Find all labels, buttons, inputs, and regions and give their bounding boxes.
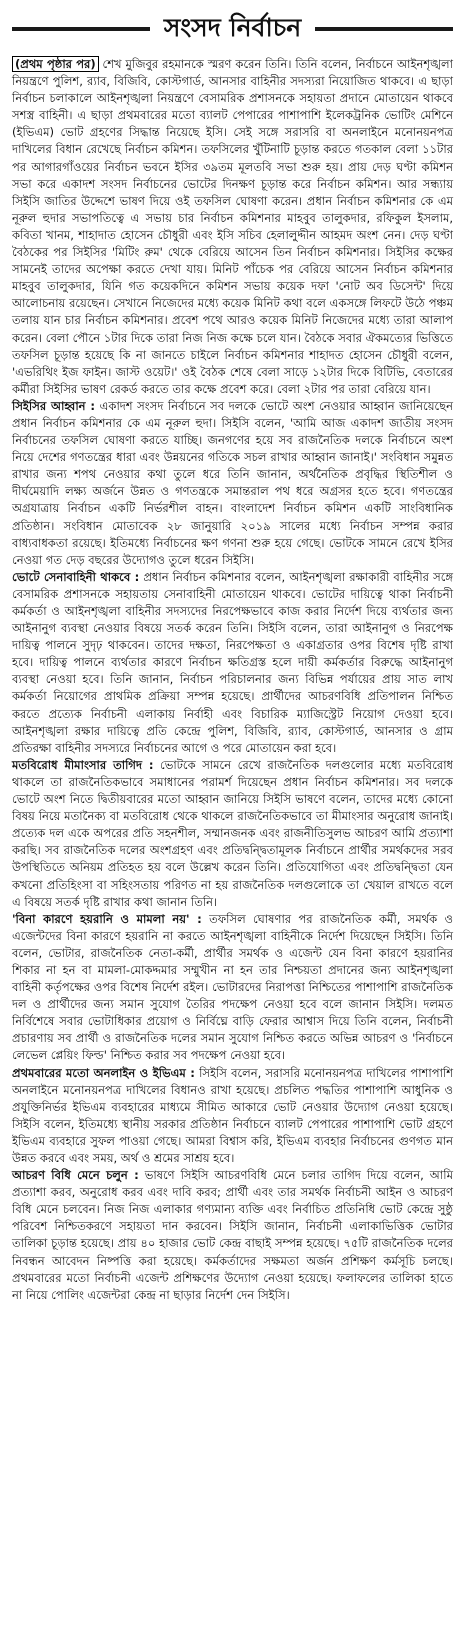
section-subhead: আচরণ বিধি মেনে চলুন : [12,1168,139,1183]
paragraph-text: শেখ মুজিবুর রহমানকে স্মরণ করেন তিনি। তিনি বলেন, নির্বাচনে আইনশৃঙ্খলা নিয়ন্ত্রণে পুলিশ, র‌্যাব, বিজিবি, কোস্টগার্ড, আনসার বাহিনীর সদস্যরা নিয়োজিত থাকবে। এ ছাড়া নির্বাচন চলাকালে আইনশৃঙ্খলা নিয়ন্ত্রণে বেসামরিক প্রশাসনকে সহায়তা প্রদানে মোতায়েন থাকবে সশস্ত্র বাহিনী। এ ছাড়া প্রথমবারের মতো ব্যালট পেপারের পাশাপাশি ইলেকট্রনিক ভোটিং মেশিনে (ইভিএম) ভোট গ্রহণের সিদ্ধান্ত নিয়েছে ইসি। সেই সঙ্গে সরাসরি বা অনলাইনে মনোনয়নপত্র দাখিলের বিধান রেখেছে নির্বাচন কমিশন। তফসিলের খুঁটিনাটি চূড়ান্ত করতে গতকাল বেলা ১১টার পর আগারগাঁওয়ের নির্বাচন ভবনে ইসির ৩৯তম মূলতবি সভা শুরু হয়। প্রায় দেড় ঘণ্টা কমিশন সভা করে একাদশ সংসদ নির্বাচনের ভোটের দিনক্ষণ চূড়ান্ত করে নির্বাচন কমিশন। আর সন্ধ্যায় সিইসি জাতির উদ্দেশে ভাষণ দিয়ে ওই তফসিল ঘোষণা করেন। প্রধান নির্বাচন কমিশনার কে এম নূরুল হুদার সভাপতিত্বে এ সভায় চার নির্বাচন কমিশনার মাহবুব তালুকদার, রফিকুল ইসলাম, কবিতা খানম, শাহাদাত হোসেন চৌধুরী এবং ইসি সচিব হেলালুদ্দীন আহমদ অংশ নেন। দেড় ঘণ্টা বৈঠকের পর সিইসির 'মিটিং রুম' থেকে বেরিয়ে আসেন তিন নির্বাচন কমিশনার। সিইসির কক্ষের সামনেই তাদের অপেক্ষা করতে দেখা যায়। মিনিট পাঁচেক পর বেরিয়ে আসেন নির্বাচন কমিশনার মাহবুব তালুকদার, যিনি গত কয়েকদিনে কমিশন সভায় কয়েক দফা 'নোট অব ডিসেন্ট' দিয়ে আলোচনায় রয়েছেন। সেখানে নিজেদের মধ্যে কয়েক মিনিট কথা বলে একসঙ্গে লিফটে উঠে পঞ্চম তলায় যান চার নির্বাচন কমিশনার। প্রবেশ পথে আরও কয়েক মিনিট নিজেদের মধ্যে তারা আলাপ করেন। বেলা পৌনে ১টার দিকে তারা নিজ নিজ কক্ষে চলে যান। বৈঠকে সবার ঐকমত্যের ভিত্তিতে তফসিল চূড়ান্ত হয়েছে কি না জানতে চাইলে নির্বাচন কমিশনার শাহাদত হোসেন চৌধুরী বলেন, 'এভরিথিং ইজ ফাইন। জাস্ট ওয়েট।' ওই বৈঠক শেষে বেলা সাড়ে ১২টার দিকে বিটিভি, বেতারের কর্মীরা সিইসির ভাষণ রেকর্ড করতে তার কক্ষে প্রবেশ করে। বেলা ২টার পর তারা বেরিয়ে যান। [12,57,454,396]
paragraph-text: সিইসি বলেন, সরাসরি মনোনয়নপত্র দাখিলের পাশাপাশি অনলাইনে মনোনয়নপত্র দাখিলের বিধানও রাখা হয়েছে। প্রচলিত পদ্ধতির পাশাপাশি আধুনিক ও প্রযুক্তিনির্ভর ইভিএম ব্যবহারের মাধ্যমে সীমিত আকারে ভোট নেওয়ার উদ্যোগ নেওয়া হয়েছে। সিইসি বলেন, ইতিমধ্যে স্থানীয় সরকার প্রতিষ্ঠান নির্বাচনে ব্যালট পেপারের পাশাপাশি ভোট গ্রহণে ইভিএম ব্যবহারে সুফল পাওয়া গেছে। আমরা বিশ্বাস করি, ইভিএম ব্যবহার নির্বাচনের গুণগত মান উন্নত করবে এবং সময়, অর্থ ও শ্রমের সাশ্রয় হবে। [12,1065,454,1165]
section-subhead: সিইসির আহ্বান : [12,398,96,413]
paragraph-text: ভোটকে সামনে রেখে রাজনৈতিক দলগুলোর মধ্যে মতবিরোধ থাকলে তা রাজনৈতিকভাবে সমাধানের পরামর্শ দিয়েছেন প্রধান নির্বাচন কমিশনার। সব দলকে ভোটে অংশ নিতে দ্বিতীয়বারের মতো আহ্বান জানিয়ে সিইসি ভাষণে বলেন, তাদের মধ্যে কোনো বিষয় নিয়ে মতানৈক্য বা মতবিরোধ থেকে থাকলে রাজনৈতিকভাবে তা মীমাংসার অনুরোধ জানাই। প্রত্যেক দল একে অপরের প্রতি সহনশীল, সম্মানজনক এবং রাজনীতিসুলভ আচরণ আমি প্রত্যাশা করছি। সব রাজনৈতিক দলের অংশগ্রহণ এবং প্রতিদ্বন্দ্বিতামূলক নির্বাচনে প্রার্থীর সমর্থকদের সরব উপস্থিতিতে অনিয়ম প্রতিহত হয় বলে উল্লেখ করেন তিনি। প্রতিযোগিতা এবং প্রতিদ্বন্দ্বিতা যেন কখনো প্রতিহিংসা বা সহিংসতায় পরিণত না হয় রাজনৈতিক দলগুলোকে তা খেয়াল রাখতে বলে এ বিষয়ে সতর্ক দৃষ্টি রাখার কথা জানান তিনি। [12,757,453,909]
section-subhead: মতবিরোধ মীমাংসার তাগিদ : [12,757,154,772]
section-subhead: ভোটে সেনাবাহিনী থাকবে : [12,569,140,584]
paragraph-code-of-conduct [12,1167,453,1304]
paragraph-dispute-resolution [12,757,453,911]
paragraph-lead [12,56,453,398]
paragraph-text: তফসিল ঘোষণার পর রাজনৈতিক কর্মী, সমর্থক ও এজেন্টদের বিনা কারণে হয়রানি না করতে আইনশৃঙ্খলা বাহিনীকে নির্দেশ দিয়েছেন সিইসি। তিনি বলেন, ভোটার, রাজনৈতিক নেতা-কর্মী, প্রার্থীর সমর্থক ও এজেন্ট যেন বিনা কারণে হয়রানির শিকার না হন বা মামলা-মোকদ্দমার সম্মুখীন না হন তার নিশ্চয়তা প্রদানের জন্য আইনশৃঙ্খলা বাহিনী কর্তৃপক্ষের ওপর বিশেষ নির্দেশ রইল। ভোটারদের নিরাপত্তা নিশ্চিতের পাশাপাশি রাজনৈতিক দল ও প্রার্থীদের জন্য সমান সুযোগ তৈরির পদক্ষেপ নেওয়া হবে বলে জানান সিইসি। দলমত নির্বিশেষে সবার ভোটাধিকার প্রয়োগ ও নির্বিঘ্নে বাড়ি ফেরার আশ্বাস দিয়ে তিনি বলেন, নির্বাচনী প্রচারণায় সব প্রার্থী ও রাজনৈতিক দলের সমান সুযোগ নিশ্চিত করতে অভিন্ন আচরণ ও 'নির্বাচনে লেভেল প্লেয়িং ফিল্ড' নিশ্চিত করার সব পদক্ষেপ নেওয়া হবে। [12,911,453,1063]
paragraph-text: প্রধান নির্বাচন কমিশনার বলেন, আইনশৃঙ্খলা রক্ষাকারী বাহিনীর সঙ্গে বেসামরিক প্রশাসনকে সহায়তায় সেনাবাহিনী মোতায়েন থাকবে। ভোটের দায়িত্বে থাকা নির্বাচনী কর্মকর্তা ও আইনশৃঙ্খলা বাহিনীর সদস্যদের নিরপেক্ষভাবে কাজ করার নির্দেশ দিয়ে ব্যর্থতার জন্য আইনানুগ ব্যবস্থা নেওয়ার বিষয়ে সতর্ক করেন তিনি। সিইসি বলেন, তারা আইনানুগ ও নিরপেক্ষ দায়িত্ব পালনে সুদৃঢ় থাকবেন। তাদের দক্ষতা, নিরপেক্ষতা ও একাগ্রতার ওপর বিশেষ দৃষ্টি রাখা হবে। দায়িত্ব পালনে ব্যর্থতার কারণে নির্বাচন ক্ষতিগ্রস্ত হলে দায়ী কর্মকর্তার বিরুদ্ধে আইনানুগ ব্যবস্থা নেওয়া হবে। তিনি জানান, নির্বাচন পরিচালনার জন্য বিভিন্ন পর্যায়ের প্রায় সাত লাখ কর্মকর্তা নিয়োগের প্রাথমিক প্রক্রিয়া সম্পন্ন হয়েছে। প্রার্থীদের আচরণবিধি প্রতিপালন নিশ্চিত করতে প্রত্যেক নির্বাচনী এলাকায় নির্বাহী এবং বিচারিক ম্যাজিস্ট্রেট নিয়োগ দেওয়া হবে। আইনশৃঙ্খলা রক্ষার দায়িত্বে প্রতি কেন্দ্রে পুলিশ, বিজিবি, র‌্যাব, কোস্টগার্ড, আনসার ও গ্রাম প্রতিরক্ষা বাহিনীর সদস্যরে নির্বাচনের আগে ও পরে মোতায়েন করা হবে। [12,569,453,755]
paragraph-cec-appeal [12,398,453,569]
section-subhead: প্রথমবারের মতো অনলাইন ও ইভিএম : [12,1065,195,1080]
masthead-rule-right [315,27,453,31]
paragraph-army-deployment [12,569,453,757]
paragraph-text: একাদশ সংসদ নির্বাচনে সব দলকে ভোটে অংশ নেওয়ার আহ্বান জানিয়েছেন প্রধান নির্বাচন কমিশনার কে এম নূরুল হুদা। সিইসি বলেন, 'আমি আজ একাদশ জাতীয় সংসদ নির্বাচনের তফসিল ঘোষণা করতে যাচ্ছি। জনগণের হয়ে সব রাজনৈতিক দলকে নির্বাচনে অংশ নিয়ে দেশের গণতন্ত্রের ধারা এবং উন্নয়নের গতিকে সচল রাখার আহ্বান জানাই।' সংবিধান সমুন্নত রাখার জন্য শপথ নেওয়ার কথা তুলে ধরে তিনি জানান, অর্থনৈতিক প্রবৃদ্ধির স্থিতিশীল ও দীর্ঘমেয়াদি লক্ষ্য অর্জনে উন্নত ও গণতন্ত্রকে সমান্তরাল পথ ধরে অগ্রসর হতে হবে। গণতন্ত্রের অগ্রযাত্রায় নির্বাচন একটি নির্ভরশীল বাহন। বাংলাদেশ নির্বাচন কমিশন একটি সাংবিধানিক প্রতিষ্ঠান। সংবিধান মোতাবেক ২৮ জানুয়ারি ২০১৯ সালের মধ্যে নির্বাচন সম্পন্ন করার বাধ্যবাধকতা রয়েছে। ইতিমধ্যে নির্বাচনের ক্ষণ গণনা শুরু হয়ে গেছে। ভোটকে সামনে রেখে ইসির নেওয়া গত দেড় বছরের উদ্যোগও তুলে ধরেন সিইসি। [12,398,453,567]
continuation-label: (প্রথম পৃষ্ঠার পর) [12,56,99,72]
paragraph-no-harassment [12,911,453,1065]
paragraph-text: ভাষণে সিইসি আচরণবিধি মেনে চলার তাগিদ দিয়ে বলেন, আমি প্রত্যাশা করব, অনুরোধ করব এবং দাবি করব; প্রার্থী এবং তার সমর্থক নির্বাচনী আইন ও আচরণ বিধি মেনে চলবেন। নিজ নিজ এলাকার গণ্যমান্য ব্যক্তি এবং নির্বাচিত প্রতিনিধি ভোট কেন্দ্রে সুষ্ঠু পরিবেশ নিশ্চিতকরণে সহায়তা দান করবেন। সিইসি জানান, নির্বাচনী এলাকাভিত্তিক ভোটার তালিকা চূড়ান্ত হয়েছে। প্রায় ৪০ হাজার ভোট কেন্দ্র বাছাই সম্পন্ন হয়েছে। ৭৫টি রাজনৈতিক দলের নিবন্ধন আবেদন নিষ্পত্তি করা হয়েছে। কর্মকর্তাদের সক্ষমতা অর্জন প্রশিক্ষণ কর্মসূচি চলছে। প্রথমবারের মতো নির্বাচনী এজেন্ট প্রশিক্ষণের উদ্যোগ নেওয়া হয়েছে। ফলাফলের তালিকা হাতে না নিয়ে পোলিং এজেন্টরা কেন্দ্র না ছাড়ার নির্দেশ দেন সিইসি। [12,1168,453,1302]
paragraph-online-evm [12,1065,453,1168]
section-subhead: 'বিনা কারণে হয়রানি ও মামলা নয়' : [12,911,202,926]
masthead [12,6,453,52]
masthead-rule-left [12,27,150,31]
article-body [12,56,453,1304]
headline: সংসদ নির্বাচন [163,12,302,42]
